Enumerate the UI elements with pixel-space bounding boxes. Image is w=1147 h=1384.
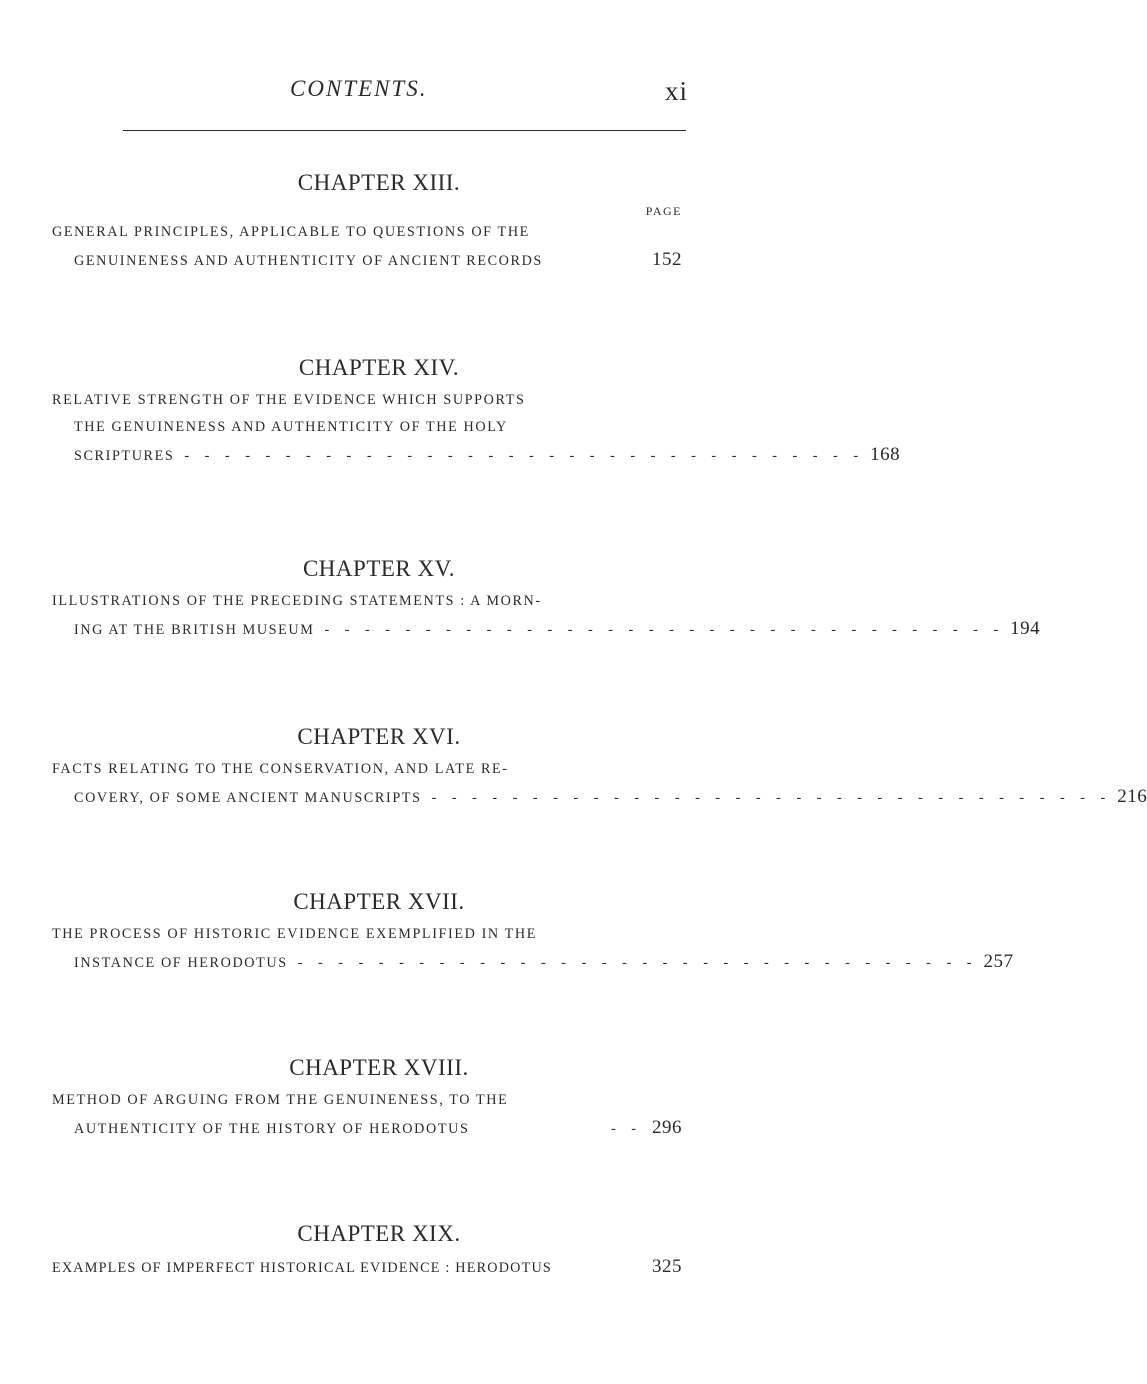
chapter-heading: CHAPTER XIII. bbox=[297, 170, 461, 195]
entry-text: EXAMPLES OF IMPERFECT HISTORICAL EVIDENCE : HERODOTUS bbox=[52, 1260, 553, 1276]
chapter-heading: CHAPTER XVI. bbox=[297, 724, 461, 749]
running-title: CONTENTS. bbox=[290, 76, 428, 101]
entry-line-final bbox=[52, 246, 682, 275]
entry-line-final bbox=[52, 1253, 682, 1282]
page-number: 152 bbox=[652, 249, 682, 270]
chapter-entry bbox=[52, 219, 682, 275]
entry-line-final bbox=[52, 948, 1014, 977]
entry-text: COVERY, OF SOME ANCIENT MANUSCRIPTS bbox=[74, 790, 422, 806]
entry-text: AUTHENTICITY OF THE HISTORY OF HERODOTUS bbox=[74, 1121, 470, 1137]
chapter-entry bbox=[52, 756, 1147, 812]
entry-text: SCRIPTURES bbox=[74, 448, 175, 464]
entry-line: GENERAL PRINCIPLES, APPLICABLE TO QUESTIONS OF THE bbox=[52, 224, 530, 240]
entry-text: GENUINENESS AND AUTHENTICITY OF ANCIENT RECORDS bbox=[74, 253, 543, 269]
entry-line-final bbox=[52, 783, 1147, 812]
chapter-heading: CHAPTER XVIII. bbox=[289, 1055, 469, 1080]
chapter-xiv bbox=[52, 355, 901, 470]
page-number: 257 bbox=[983, 951, 1014, 972]
entry-line: FACTS RELATING TO THE CONSERVATION, AND LATE RE- bbox=[52, 761, 509, 777]
chapter-entry bbox=[52, 588, 1041, 644]
page-number: 216 bbox=[1117, 786, 1147, 807]
page-column-label: PAGE bbox=[645, 204, 682, 218]
leader-dots: - - - - - - - - - - - - - - - - - - - - - - - - - - - - - - - - - - bbox=[324, 622, 1005, 638]
chapter-entry bbox=[52, 921, 1014, 977]
entry-text: ING AT THE BRITISH MUSEUM bbox=[74, 622, 315, 638]
chapter-heading: CHAPTER XIV. bbox=[298, 355, 460, 380]
header-rule bbox=[123, 130, 686, 131]
chapter-heading: CHAPTER XIX. bbox=[297, 1221, 461, 1246]
leader-dots: - - bbox=[611, 1121, 642, 1137]
chapter-xviii bbox=[52, 1055, 682, 1143]
chapter-heading: CHAPTER XVII. bbox=[293, 889, 465, 914]
entry-line: THE PROCESS OF HISTORIC EVIDENCE EXEMPLIFIED IN THE bbox=[52, 926, 538, 942]
chapter-xv bbox=[52, 556, 1041, 644]
running-head bbox=[120, 76, 690, 116]
page-number: 325 bbox=[652, 1256, 682, 1277]
page-number: 296 bbox=[652, 1117, 682, 1138]
entry-text: INSTANCE OF HERODOTUS bbox=[74, 955, 288, 971]
entry-line: THE GENUINENESS AND AUTHENTICITY OF THE HOLY bbox=[74, 419, 508, 435]
chapter-xvi bbox=[52, 724, 1147, 812]
entry-line: ILLUSTRATIONS OF THE PRECEDING STATEMENTS : A MORN- bbox=[52, 593, 542, 609]
chapter-entry bbox=[52, 1253, 682, 1282]
leader-dots: - - - - - - - - - - - - - - - - - - - - - - - - - - - - - - - - - - bbox=[184, 448, 865, 464]
entry-line-final bbox=[52, 441, 901, 470]
leader-dots: - - - - - - - - - - - - - - - - - - - - - - - - - - - - - - - - - - bbox=[297, 955, 978, 971]
chapter-entry bbox=[52, 387, 901, 470]
chapter-entry bbox=[52, 1087, 682, 1143]
entry-line: RELATIVE STRENGTH OF THE EVIDENCE WHICH SUPPORTS bbox=[52, 392, 526, 408]
entry-line: METHOD OF ARGUING FROM THE GENUINENESS, TO THE bbox=[52, 1092, 509, 1108]
leader-dots: - - - - - - - - - - - - - - - - - - - - - - - - - - - - - - - - - - bbox=[431, 790, 1112, 806]
entry-line-final bbox=[52, 1114, 682, 1143]
chapter-heading: CHAPTER XV. bbox=[302, 556, 456, 581]
page-folio: xi bbox=[664, 76, 688, 106]
entry-line-final bbox=[52, 615, 1041, 644]
chapter-xvii bbox=[52, 889, 1014, 977]
chapter-xiii bbox=[52, 170, 682, 275]
page-number: 168 bbox=[870, 444, 901, 465]
chapter-xix bbox=[52, 1221, 682, 1282]
page-number: 194 bbox=[1010, 618, 1041, 639]
